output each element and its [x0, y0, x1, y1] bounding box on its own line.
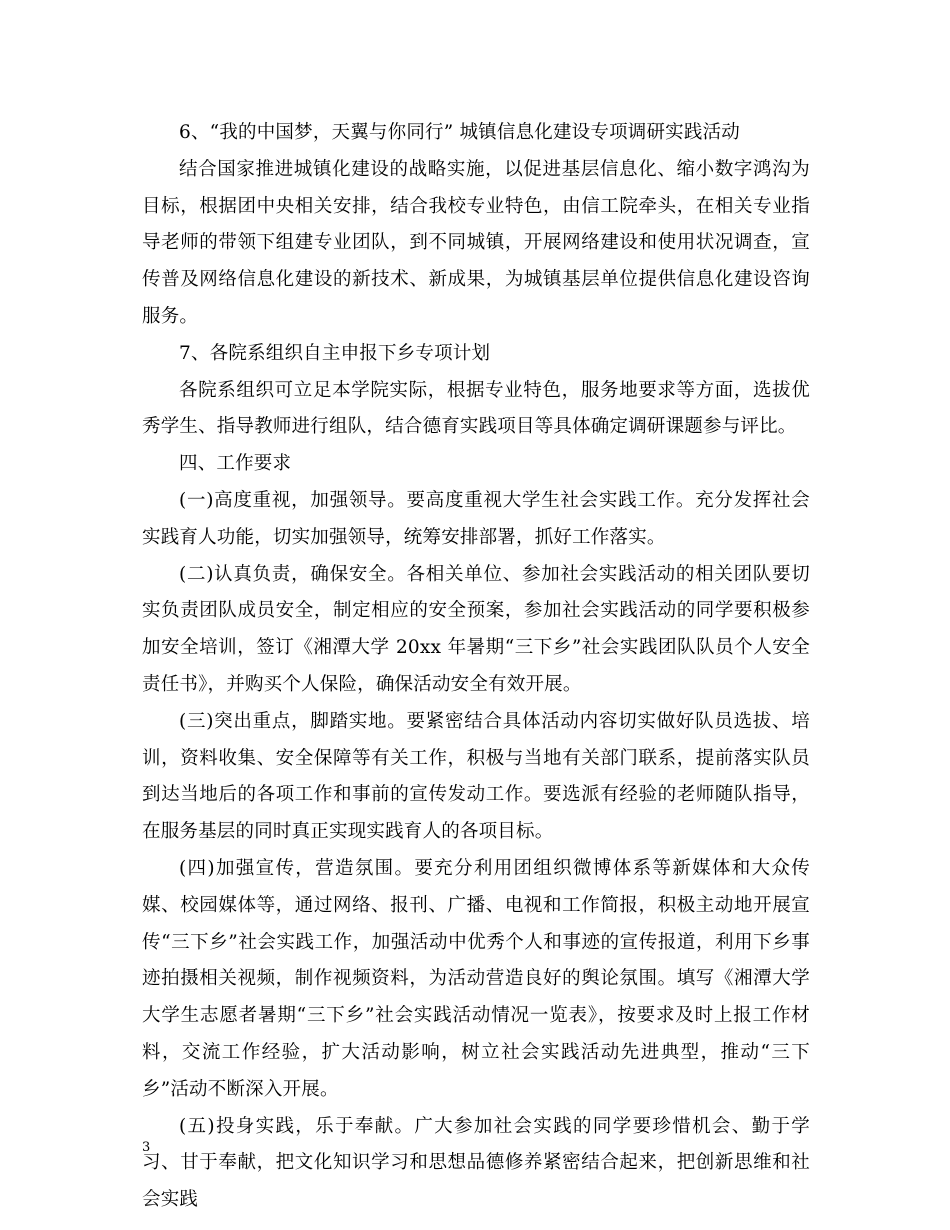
requirement-paragraph-1: (一)高度重视，加强领导。要高度重视大学生社会实践工作。充分发挥社会实践育人功能，切实加强领导，统筹安排部署，抓好工作落实。 — [142, 489, 810, 548]
document-body — [142, 115, 810, 1219]
requirement-paragraph-4: (四)加强宣传，营造氛围。要充分利用团组织微博体系等新媒体和大众传媒、校园媒体等，通过网络、报刊、广播、电视和工作简报，积极主动地开展宣传“三下乡”社会实践工作，加强活动中优秀个人和事迹的宣传报道，利用下乡事迹拍摄相关视频，制作视频资料，为活动营造良好的舆论氛围。填写《湘潭大学大学生志愿者暑期“三下乡”社会实践活动情况一览表》，按要求及时上报工作材料，交流工作经验，扩大活动影响，树立社会实践活动先进典型，推动“三下乡”活动不断深入开展。 — [142, 857, 810, 1100]
requirement-paragraph-5: (五)投身实践，乐于奉献。广大参加社会实践的同学要珍惜机会、勤于学习、甘于奉献，把文化知识学习和思想品德修养紧密结合起来，把创新思维和社会实践 — [142, 1115, 810, 1211]
body-paragraph: 结合国家推进城镇化建设的战略实施，以促进基层信息化、缩小数字鸿沟为目标，根据团中央相关安排，结合我校专业特色，由信工院牵头，在相关专业指导老师的带领下组建专业团队，到不同城镇，开展网络建设和使用状况调查，宣传普及网络信息化建设的新技术、新成果，为城镇基层单位提供信息化建设咨询服务。 — [142, 158, 810, 327]
requirement-paragraph-2: (二)认真负责，确保安全。各相关单位、参加社会实践活动的相关团队要切实负责团队成员安全，制定相应的安全预案，参加社会实践活动的同学要积极参加安全培训，签订《湘潭大学 20xx 年暑期“三下乡”社会实践团队队员个人安全责任书》，并购买个人保险，确保活动安全有效开展。 — [142, 563, 810, 695]
section-heading-7: 7、各院系组织自主申报下乡专项计划 — [179, 342, 491, 364]
body-paragraph: 各院系组织可立足本学院实际，根据专业特色，服务地要求等方面，选拔优秀学生、指导教师进行组队，结合德育实践项目等具体确定调研课题参与评比。 — [142, 379, 810, 438]
requirement-paragraph-3: (三)突出重点，脚踏实地。要紧密结合具体活动内容切实做好队员选拔、培训，资料收集、安全保障等有关工作，积极与当地有关部门联系，提前落实队员到达当地后的各项工作和事前的宣传发动工作。要选派有经验的老师随队指导，在服务基层的同时真正实现实践育人的各项目标。 — [142, 710, 810, 843]
section-heading-requirements: 四、工作要求 — [179, 453, 292, 475]
page-number: 3 — [142, 1140, 151, 1155]
section-heading-6: 6、“我的中国梦，天翼与你同行” 城镇信息化建设专项调研实践活动 — [179, 122, 740, 143]
